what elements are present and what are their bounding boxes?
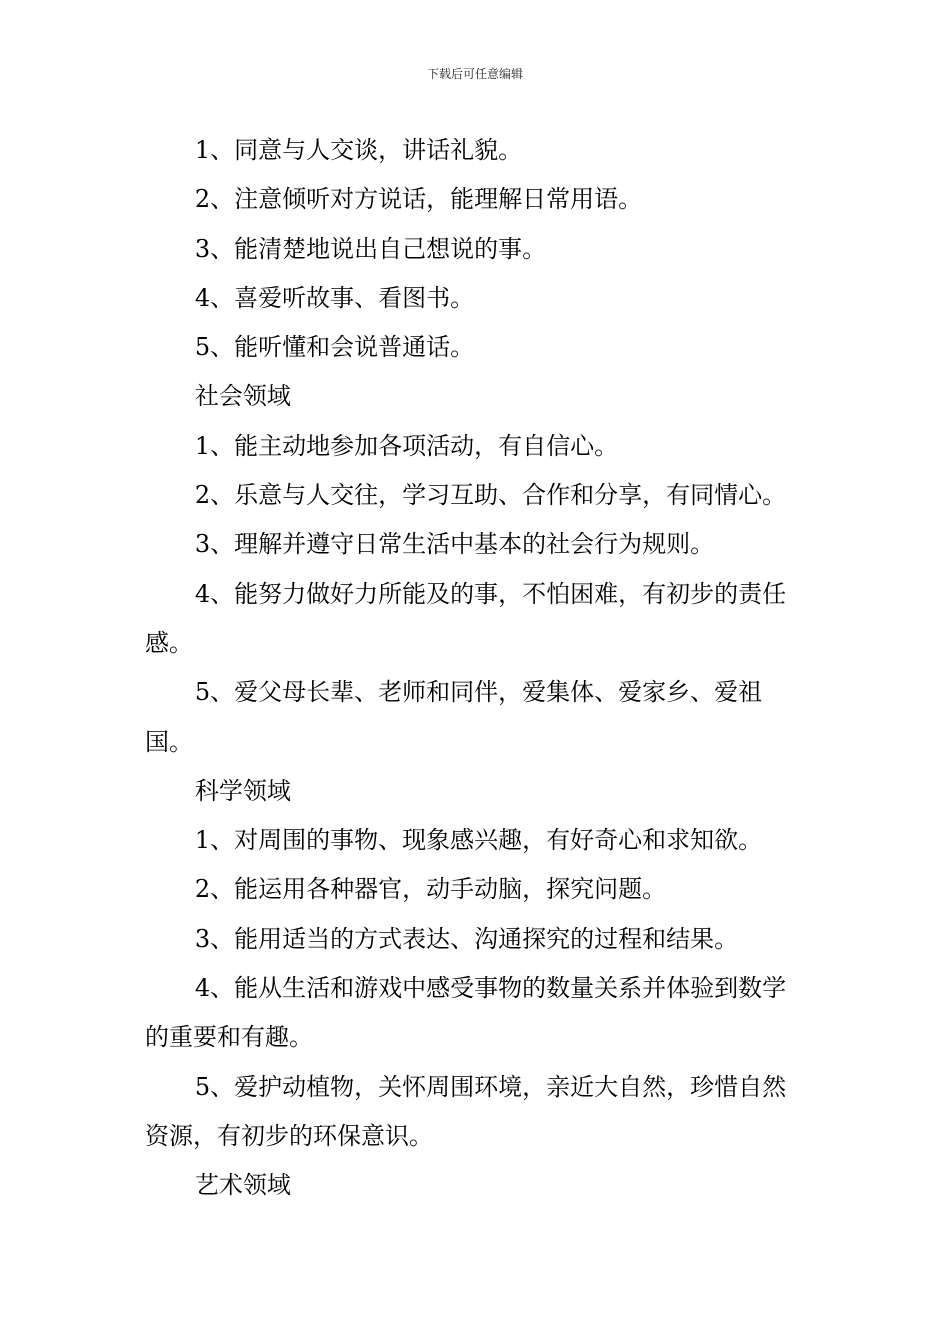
list-item: 1、对周围的事物、现象感兴趣，有好奇心和求知欲。	[194, 826, 763, 855]
list-item: 4、喜爱听故事、看图书。	[194, 283, 475, 312]
list-item: 1、能主动地参加各项活动，有自信心。	[194, 431, 619, 460]
section-heading-science: 科学领域	[194, 776, 291, 805]
list-item: 5、能听懂和会说普通话。	[194, 333, 475, 362]
list-item: 5、爱父母长辈、老师和同伴，爱集体、爱家乡、爱祖国。	[145, 678, 763, 756]
list-item: 2、注意倾听对方说话，能理解日常用语。	[194, 185, 643, 214]
section-heading-social: 社会领域	[194, 382, 291, 411]
list-item: 4、能努力做好力所能及的事，不怕困难，有初步的责任感。	[145, 579, 787, 657]
list-item: 1、同意与人交谈，讲话礼貌。	[194, 136, 523, 164]
list-item: 3、能用适当的方式表达、沟通探究的过程和结果。	[194, 924, 739, 953]
section-heading-art: 艺术领域	[194, 1171, 291, 1200]
list-item: 3、理解并遵守日常生活中基本的社会行为规则。	[194, 530, 715, 559]
list-item: 5、爱护动植物，关怀周围环境，亲近大自然，珍惜自然资源，有初步的环保意识。	[145, 1072, 787, 1150]
document-body	[145, 126, 810, 1211]
list-item: 2、能运用各种器官，动手动脑，探究问题。	[194, 875, 667, 904]
list-item: 4、能从生活和游戏中感受事物的数量关系并体验到数学的重要和有趣。	[145, 974, 787, 1052]
list-item: 2、乐意与人交往，学习互助、合作和分享，有同情心。	[194, 481, 787, 510]
page-header: 下载后可任意编辑	[426, 67, 523, 81]
list-item: 3、能清楚地说出自己想说的事。	[194, 234, 547, 263]
